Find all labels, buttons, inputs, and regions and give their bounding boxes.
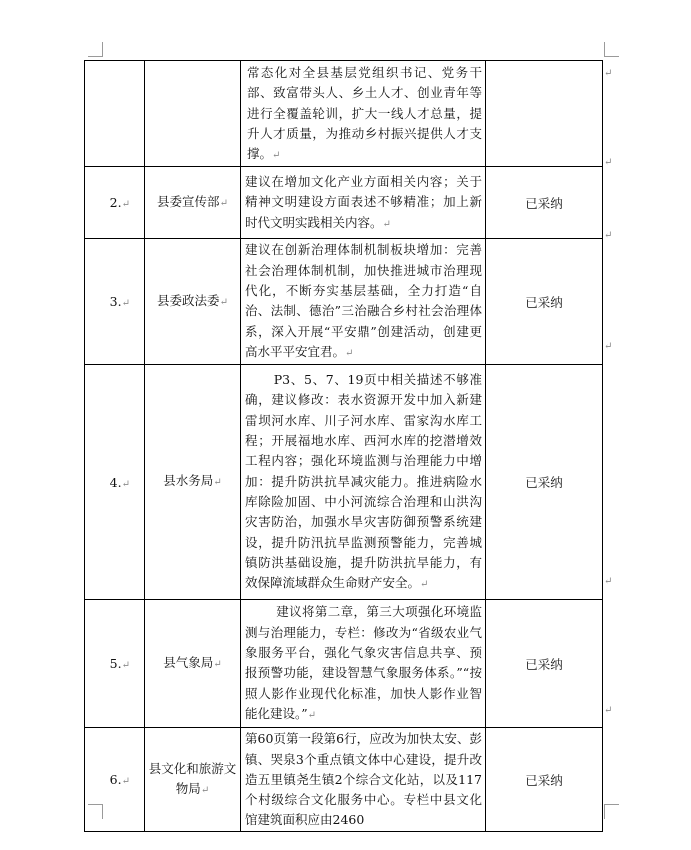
status-cell: 已采纳 [486,728,603,831]
row-number: 2.↵ [85,167,145,239]
paragraph-mark: ↵ [345,347,354,359]
suggestion-cell: 建议在增加文化产业方面相关内容；关于精神文明建设方面表述不够精准；加上新时代文明实践相关内容。↵ [241,167,486,239]
feedback-table [84,60,603,832]
row-end-mark: ↵ [604,230,613,241]
table-row [85,239,603,365]
status-cell: 已采纳 [486,365,603,600]
row-number: 6.↵ [85,728,145,831]
suggestion-cell: P3、5、7、19页中相关描述不够准确，建议修改：表水资源开发中加入新建雷坝河水库、川子河水库、雷家沟水库工程；开展福地水库、西河水库的挖潜增效工程内容；强化环境监测与治理能力中增加：提升防洪抗旱减灾能力。推进病险水库除险加固、中小河流综合治理和山洪沟灾害防治，加强水旱灾害防御预警系统建设，提升防汛抗旱监测预警能力，完善城镇防洪基础设施，提升防洪抗旱能力，有效保障流域群众生命财产安全。↵ [241,365,486,600]
margin-corner-top-right [604,42,619,57]
suggestion-cell: 第60页第一段第6行，应改为加快太安、彭镇、哭泉3个重点镇文体中心建设，提升改造五里镇尧生镇2个综合文化站，以及117个村级综合文化服务中心。专栏中县文化馆建筑面积应由2460 [241,728,486,831]
department-cell: 县气象局↵ [145,600,241,728]
status-cell: 已采纳 [486,167,603,239]
margin-corner-bottom-right [604,804,619,819]
row-number: 5.↵ [85,600,145,728]
table-row [85,61,603,167]
department-cell: 县水务局↵ [145,365,241,600]
table-row [85,600,603,728]
margin-corner-top-left [88,42,103,57]
table-row [85,728,603,831]
suggestion-cell: 建议将第二章，第三大项强化环境监测与治理能力，专栏：修改为“省级农业气象服务平台，强化气象灾害信息共享、预报预警功能，建设智慧气象服务体系。”“按照人影作业现代化标准，加快人影作业智能化建设。”↵ [241,600,486,728]
department-cell: 县委宣传部↵ [145,167,241,239]
paragraph-mark: ↵ [382,218,391,230]
row-number: 4.↵ [85,365,145,600]
suggestion-cell: 建议在创新治理体制机制板块增加：完善社会治理体制机制，加快推进城市治理现代化，不断夯实基层基础，全力打造“自治、法制、德治”三治融合乡村社会治理体系，深入开展“平安鼎”创建活动，创建更高水平平安宜君。↵ [241,239,486,365]
table-row [85,167,603,239]
row-end-mark: ↵ [604,68,613,79]
row-end-mark: ↵ [604,157,613,168]
row-end-mark: ↵ [604,341,613,352]
department-cell: 县委政法委↵ [145,239,241,365]
row-end-mark: ↵ [604,705,613,716]
row-number [85,61,145,167]
department-cell [145,61,241,167]
paragraph-mark: ↵ [307,709,317,721]
table-row [85,365,603,600]
paragraph-mark: ↵ [420,579,429,591]
paragraph-mark: ↵ [272,150,281,162]
row-end-mark: ↵ [604,576,613,587]
suggestion-cell: 常态化对全县基层党组织书记、党务干部、致富带头人、乡土人才、创业青年等进行全覆盖轮训，扩大一线人才总量，提升人才质量，为推动乡村振兴提供人才支撑。↵ [241,61,486,167]
department-cell: 县文化和旅游文物局↵ [145,728,241,831]
status-cell [486,61,603,167]
status-cell: 已采纳 [486,239,603,365]
status-cell: 已采纳 [486,600,603,728]
row-number: 3.↵ [85,239,145,365]
